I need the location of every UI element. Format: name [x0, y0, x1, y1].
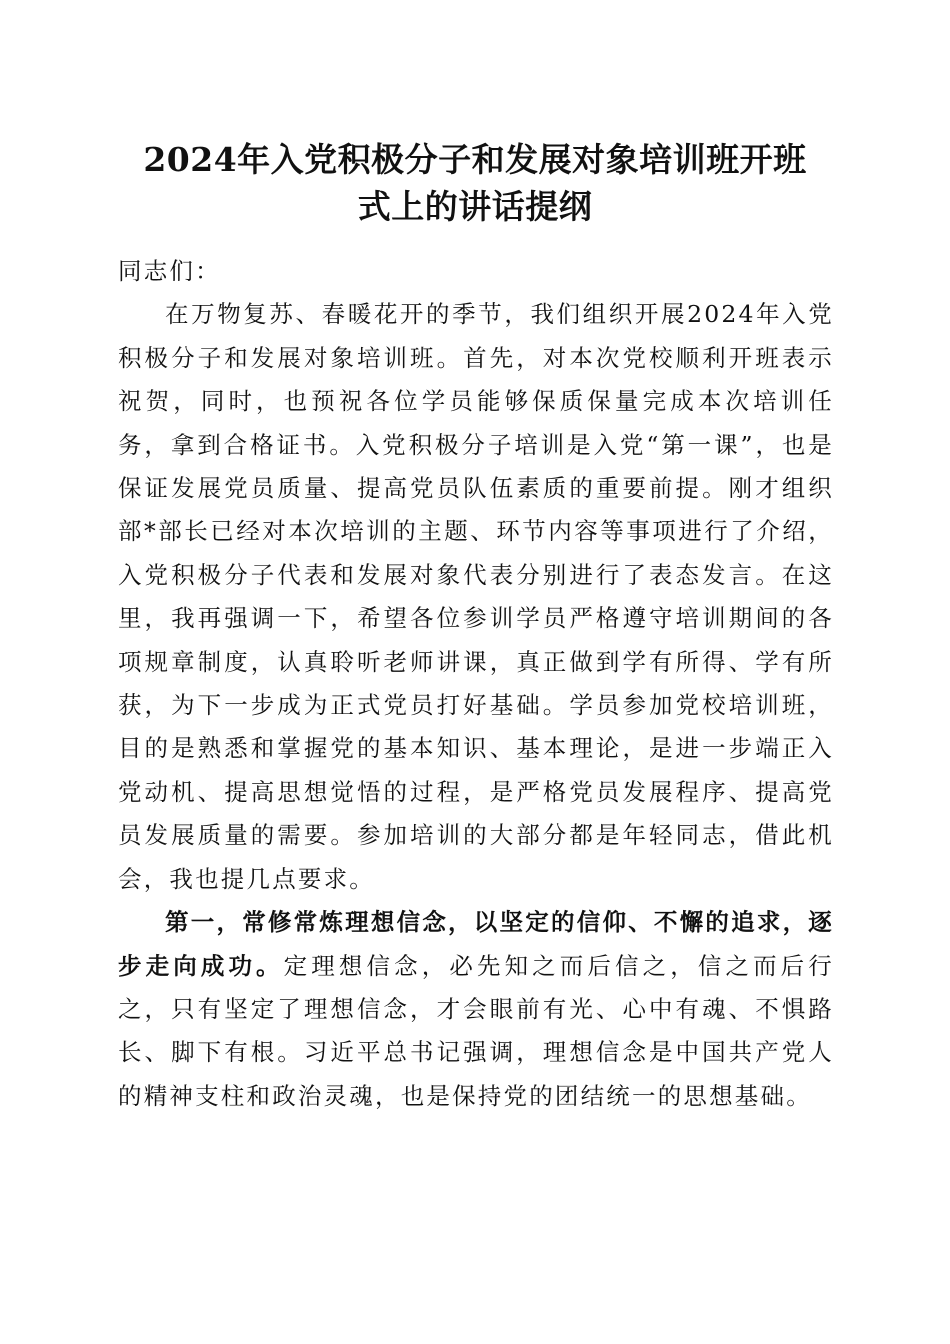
point-one-heading: 第一，常修常炼理想信念，以坚定的信仰、不懈的追求，逐步走向成功。 — [118, 908, 834, 980]
paragraph-point-one — [118, 901, 834, 1118]
title-line-2: 式上的讲话提纲 — [357, 187, 593, 226]
salutation: 同志们： — [118, 257, 221, 285]
point-one-body: 定理想信念，必先知之而后信之，信之而后行之，只有坚定了理想信念，才会眼前有光、心中有魂、不惧路长、脚下有根。习近平总书记强调，理想信念是中国共产党人的精神支柱和政治灵魂，也是保持党的团结统一的思想基础。 — [118, 951, 834, 1110]
document-title — [100, 136, 850, 230]
document-body — [118, 250, 834, 1118]
paragraph-opening: 在万物复苏、春暖花开的季节，我们组织开展2024年入党积极分子和发展对象培训班。首先，对本次党校顺利开班表示祝贺，同时，也预祝各位学员能够保质保量完成本次培训任务，拿到合格证书。入党积极分子培训是入党“第一课”，也是保证发展党员质量、提高党员队伍素质的重要前提。刚才组织部*部长已经对本次培训的主题、环节内容等事项进行了介绍，入党积极分子代表和发展对象代表分别进行了表态发言。在这里，我再强调一下，希望各位参训学员严格遵守培训期间的各项规章制度，认真聆听老师讲课，真正做到学有所得、学有所获，为下一步成为正式党员打好基础。学员参加党校培训班，目的是熟悉和掌握党的基本知识、基本理论，是进一步端正入党动机、提高思想觉悟的过程，是严格党员发展程序、提高党员发展质量的需要。参加培训的大部分都是年轻同志，借此机会，我也提几点要求。 — [118, 300, 834, 893]
title-line-1: 2024年入党积极分子和发展对象培训班开班 — [143, 140, 807, 179]
